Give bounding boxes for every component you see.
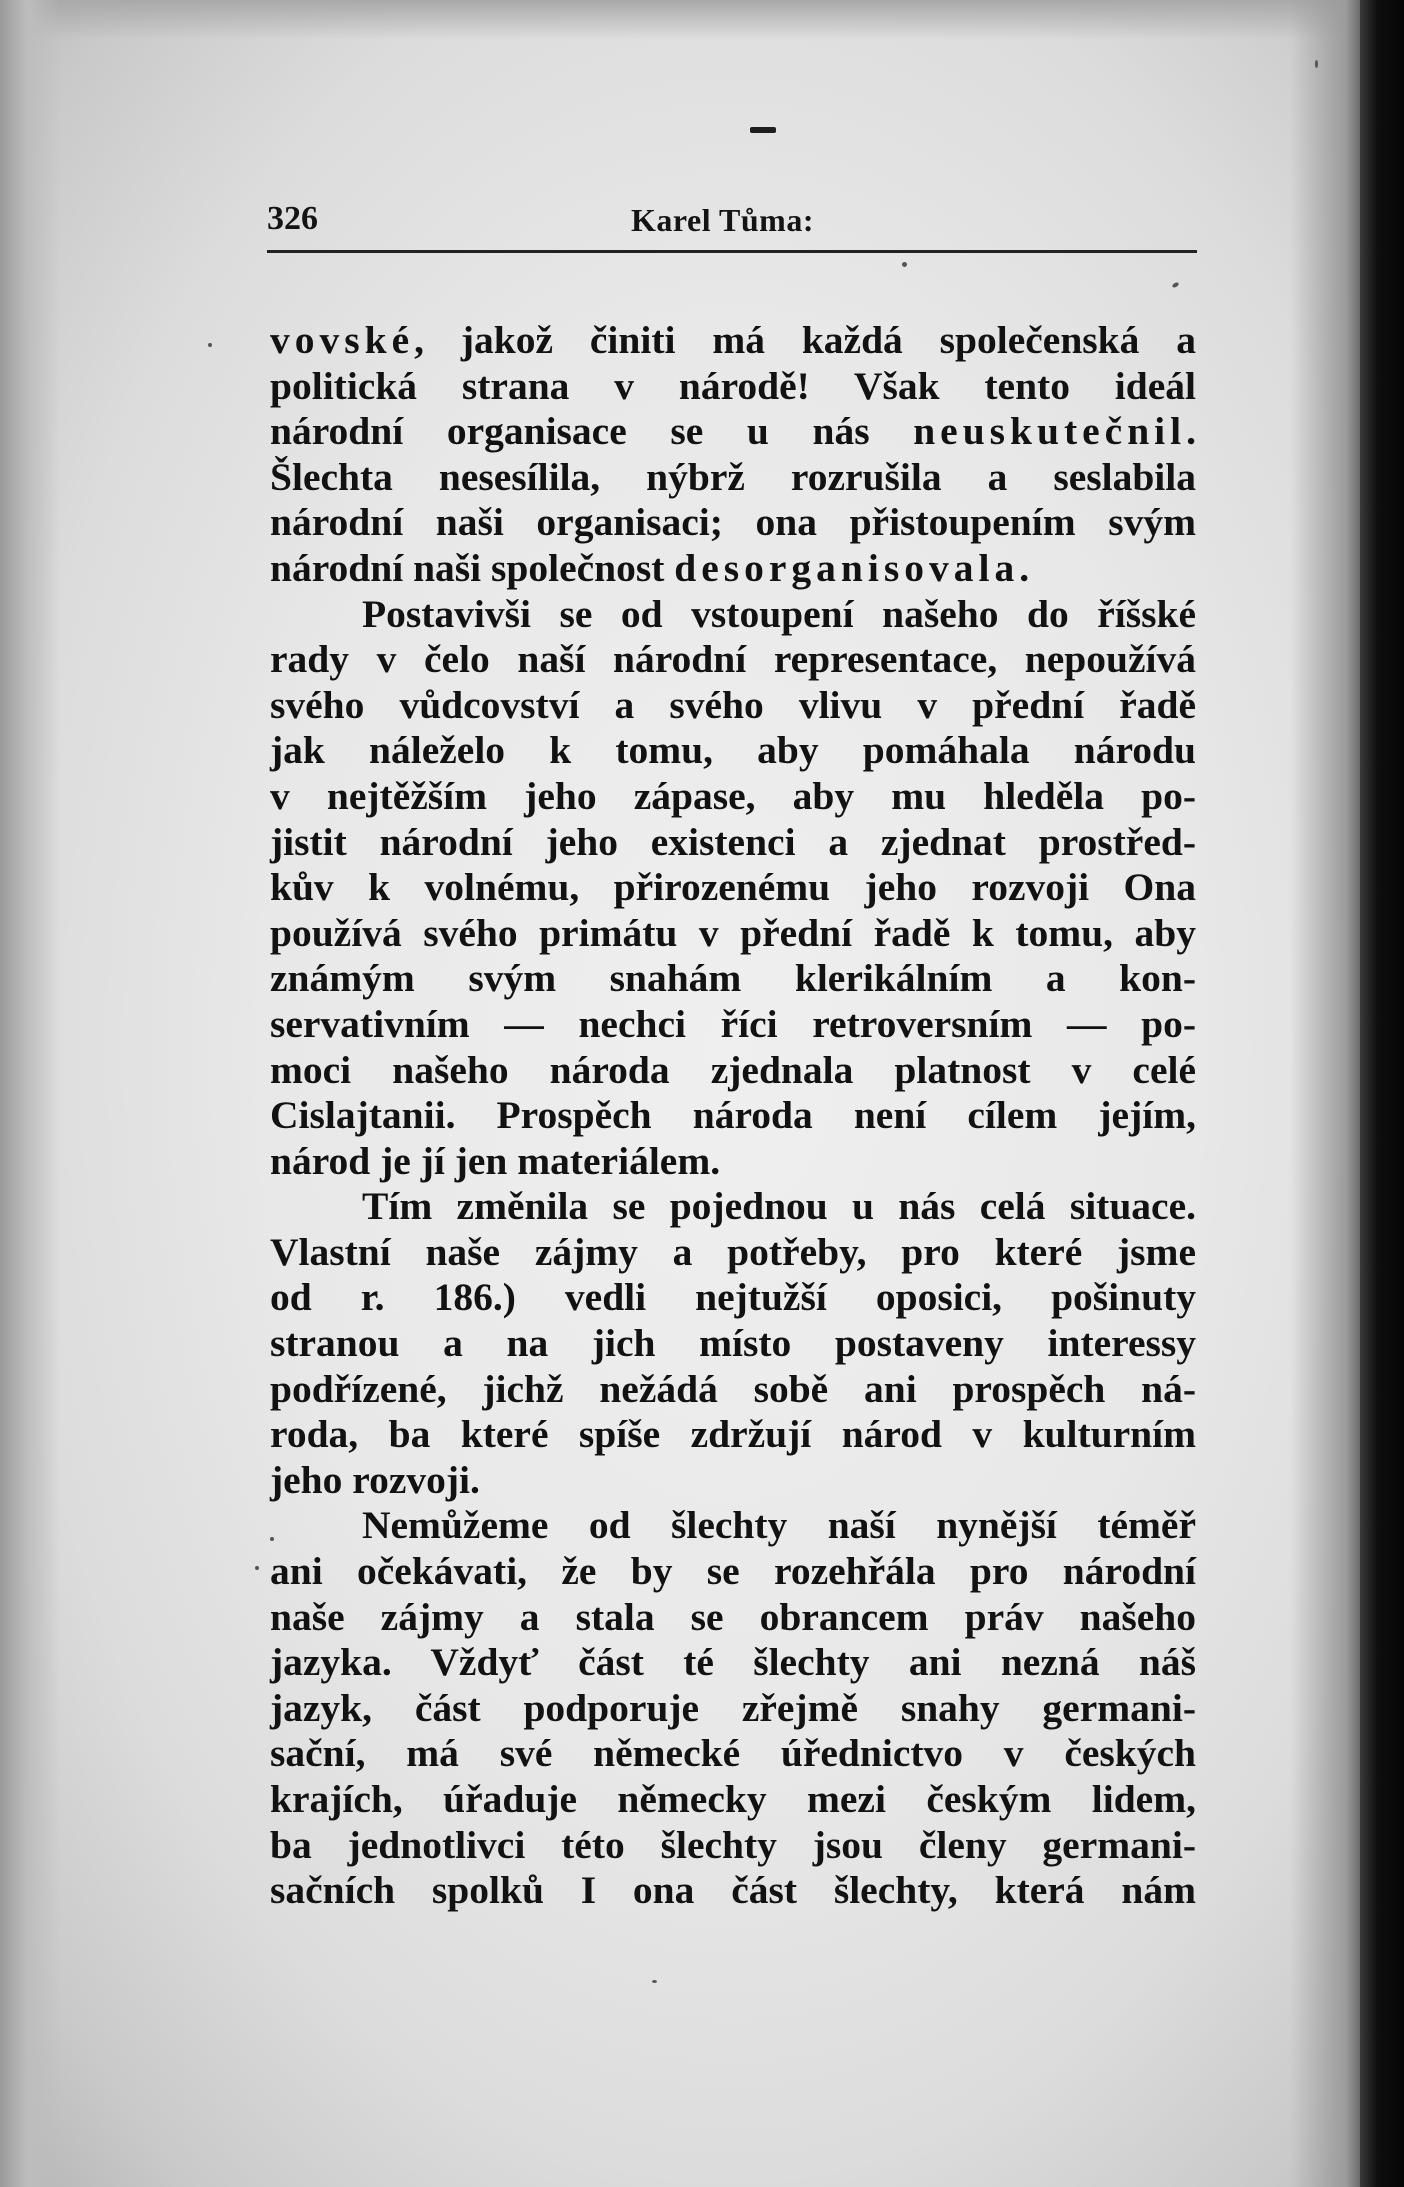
text-line (270, 1731, 1196, 1777)
page-gutter-shadow (1290, 0, 1360, 2187)
text-line (270, 1503, 1196, 1549)
text-line (270, 1549, 1196, 1595)
text-line (270, 546, 1196, 592)
text-run: jistit národní jeho existenci a zjednat prostřed- (270, 819, 1196, 864)
text-run: podřízené, jichž nežádá sobě ani prospěch ná- (270, 1366, 1196, 1411)
text-line (270, 455, 1196, 501)
text-run: krajích, úřaduje německy mezi českým lidem, (270, 1777, 1196, 1821)
text-run: národní naši organisaci; ona přistoupením svým (270, 500, 1196, 545)
text-line (270, 1640, 1196, 1686)
print-dash-mark (750, 127, 776, 133)
text-run: svého vůdcovství a svého vlivu v přední řadě (270, 682, 1196, 727)
page-top-shadow (0, 0, 1404, 40)
text-line (270, 911, 1196, 957)
text-run: známým svým snahám klerikálním a kon- (270, 956, 1196, 1001)
text-line (270, 500, 1196, 546)
text-run: Šlechta nesesílila, nýbrž rozrušila a seslabila (270, 454, 1196, 499)
text-run: stranou a na jich místo postaveny interessy (270, 1321, 1196, 1366)
text-line (270, 318, 1196, 364)
page-left-shadow (0, 0, 60, 2187)
text-run: jak náleželo k tomu, aby pomáhala národu (270, 728, 1196, 773)
spaced-emphasis: desorganisovala (674, 545, 1020, 590)
text-run: . (1019, 545, 1030, 590)
text-run: Vlastní naše zájmy a potřeby, pro které jsme (270, 1229, 1196, 1274)
text-run: Postavivši se od vstoupení našeho do říšské (362, 591, 1196, 636)
dust-speck (208, 343, 212, 347)
text-run: používá svého primátu v přední řadě k tomu, aby (270, 910, 1196, 955)
text-run: národ je jí jen materiálem. (270, 1138, 721, 1183)
text-run: rady v čelo naší národní representace, nepoužívá (270, 637, 1196, 682)
running-head: Karel Tůma: (631, 202, 814, 238)
text-line (270, 1868, 1196, 1914)
text-line (270, 1458, 1196, 1504)
header-rule (267, 250, 1197, 253)
text-run: ba jednotlivci této šlechty jsou členy germani- (270, 1822, 1196, 1867)
text-line (270, 956, 1196, 1002)
dust-speck (902, 262, 907, 267)
text-line (270, 1002, 1196, 1048)
dust-speck (1315, 60, 1318, 68)
text-line (270, 728, 1196, 774)
text-line (270, 1321, 1196, 1367)
text-run: politická strana v národě! Však tento ideál (270, 363, 1196, 408)
text-line (270, 1048, 1196, 1094)
text-line (270, 1595, 1196, 1641)
text-line (270, 1367, 1196, 1413)
body-text (270, 318, 1196, 1914)
spaced-emphasis: vovské (270, 318, 415, 362)
text-run: národní organisace se u nás (270, 409, 914, 454)
text-run: jazyk, část podporuje zřejmě snahy germani- (270, 1685, 1196, 1730)
text-line (270, 865, 1196, 911)
text-line (270, 1777, 1196, 1823)
text-line (270, 409, 1196, 455)
text-line (270, 683, 1196, 729)
text-line (270, 1230, 1196, 1276)
text-run: sační, má své německé úřednictvo v českých (270, 1731, 1196, 1776)
text-line (270, 592, 1196, 638)
text-run: v nejtěžším jeho zápase, aby mu hleděla po- (270, 773, 1196, 818)
text-run: od r. 186.) vedli nejtužší oposici, pošinuty (270, 1275, 1196, 1320)
text-run: , jakož činiti má každá společenská a (414, 318, 1196, 362)
text-line (270, 1686, 1196, 1732)
text-run: jazyka. Vždyť část té šlechty ani nezná náš (270, 1640, 1196, 1685)
text-run: ani očekávati, že by se rozehřála pro národní (270, 1549, 1196, 1594)
text-run: . (1186, 409, 1196, 454)
text-run: servativním — nechci říci retroversním — po- (270, 1001, 1196, 1046)
text-run: moci našeho národa zjednala platnost v celé (270, 1047, 1196, 1092)
page-header (267, 198, 1197, 254)
dust-speck (1171, 282, 1179, 289)
text-run: Nemůžeme od šlechty naší nynější téměř (362, 1503, 1196, 1548)
text-line (270, 1412, 1196, 1458)
text-run: kův k volnému, přirozenému jeho rozvoji Ona (270, 865, 1196, 910)
text-run: Cislajtanii. Prospěch národa není cílem jejím, (270, 1093, 1196, 1138)
dust-speck (652, 1980, 657, 1983)
spaced-emphasis: neuskutečnil (913, 409, 1187, 454)
text-line (270, 1184, 1196, 1230)
text-line (270, 1275, 1196, 1321)
text-line (270, 1093, 1196, 1139)
text-run: národní naši společnost (270, 545, 675, 590)
text-run: jeho rozvoji. (270, 1457, 480, 1502)
text-line (270, 364, 1196, 410)
page-number: 326 (267, 200, 318, 237)
text-run: sačních spolků I ona část šlechty, která nám (270, 1868, 1196, 1913)
text-run: naše zájmy a stala se obrancem práv našeho (270, 1594, 1196, 1639)
book-spine-edge (1360, 0, 1404, 2187)
text-line (270, 1823, 1196, 1869)
text-run: roda, ba které spíše zdržují národ v kulturním (270, 1412, 1196, 1457)
text-line (270, 1139, 1196, 1185)
dust-speck (255, 1566, 259, 1570)
text-run: Tím změnila se pojednou u nás celá situace. (362, 1184, 1196, 1229)
text-line (270, 820, 1196, 866)
text-line (270, 637, 1196, 683)
text-line (270, 774, 1196, 820)
